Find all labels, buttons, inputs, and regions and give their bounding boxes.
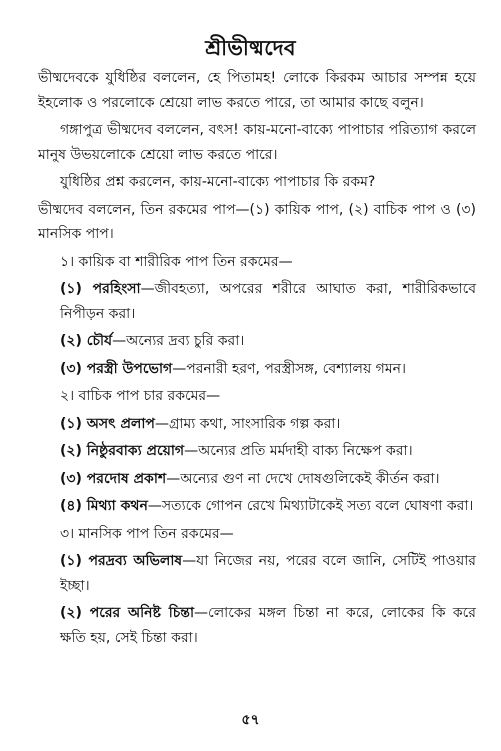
physical-sin-2: [38, 329, 476, 354]
item-head: (১) পরদ্রব্য অভিলাষ: [60, 553, 183, 569]
item-text: —অন্যের দ্রব্য চুরি করা।: [112, 333, 245, 349]
body-text: [38, 66, 476, 653]
paragraph-3: যুধিষ্ঠির প্রশ্ন করলেন, কায়-মনো-বাক্যে পাপাচার কি রকম?: [60, 174, 376, 190]
item-text: —অন্যের গুণ না দেখে দোষগুলিকেই কীর্তন করা।: [166, 470, 440, 487]
paragraph-4: ভীষ্মদেব বললেন, তিন রকমের পাপ—(১) কায়িক পাপ, (২) বাচিক পাপ ও (৩) মানসিক পাপ।: [38, 201, 476, 242]
item-text: —সত্যকে গোপন রেখে মিথ্যাটাকেই সত্য বলে ঘোষণা করা।: [147, 498, 474, 514]
mental-sin-1: [38, 549, 476, 598]
physical-sin-3: [38, 357, 476, 382]
item-head: (২) চৌর্য: [60, 333, 113, 349]
item-head: (২) নিষ্ঠুরবাক্য প্রয়োগ: [60, 443, 185, 459]
page-title: শ্রীভীষ্মদেব: [205, 36, 296, 60]
item-text: —গ্রাম্য কথা, সাংসারিক গল্প করা।: [154, 415, 341, 432]
item-head: (৩) পরস্ত্রী উপভোগ: [60, 360, 173, 377]
verbal-sin-1: [38, 412, 476, 437]
mental-sin-2: [38, 601, 476, 650]
paragraph-1: ভীষ্মদেবকে যুধিষ্ঠির বললেন, হে পিতামহ! লোকে কিরকম আচার সম্পন্ন হয়ে ইহলোক ও পরলোকে শ্রেয়ো লাভ করতে পারে, তা আমার কাছে বলুন।: [38, 70, 476, 111]
section-heading-mental: ৩। মানসিক পাপ তিন রকমের—: [60, 525, 234, 542]
verbal-sin-4: [38, 494, 476, 519]
section-heading-verbal: ২। বাচিক পাপ চার রকমের—: [60, 388, 221, 404]
item-head: (২) পরের অনিষ্ট চিন্তা: [60, 605, 195, 621]
item-text: —যা নিজের নয়, পরের বলে জানি, সেটিই পাওয়ার ইচ্ছা।: [60, 553, 476, 594]
item-head: (১) অসৎ প্রলাপ: [60, 415, 155, 432]
item-text: —জীবহত্যা, অপরের শরীরে আঘাত করা, শারীরিকভাবে নিপীড়ন করা।: [60, 281, 477, 322]
page-number: ৫৭: [241, 712, 260, 728]
verbal-sin-2: [38, 439, 476, 464]
item-text: —লোকের মঙ্গল চিন্তা না করে, লোকের কি করে ক্ষতি হয়, সেই চিন্তা করা।: [60, 605, 477, 646]
verbal-sin-3: [38, 467, 476, 492]
item-head: (৩) পরদোষ প্রকাশ: [60, 470, 167, 487]
section-heading-physical: ১। কায়িক বা শারীরিক পাপ তিন রকমের—: [60, 253, 293, 270]
physical-sin-1: [38, 277, 476, 326]
item-text: —পরনারী হরণ, পরস্ত্রীসঙ্গ, বেশ্যালয় গমন।: [172, 360, 406, 377]
paragraph-2: গঙ্গাপুত্র ভীষ্মদেব বললেন, বৎস! কায়-মনো-বাক্যে পাপাচার পরিত্যাগ করলে মানুষ উভয়লোকে শ্রেয়ো লাভ করতে পারে।: [38, 122, 476, 163]
item-head: (৪) মিথ্যা কথন: [60, 498, 148, 514]
item-head: (১) পরহিংসা: [60, 281, 141, 297]
item-text: —অন্যের প্রতি মর্মদাহী বাক্য নিক্ষেপ করা।: [184, 443, 413, 459]
